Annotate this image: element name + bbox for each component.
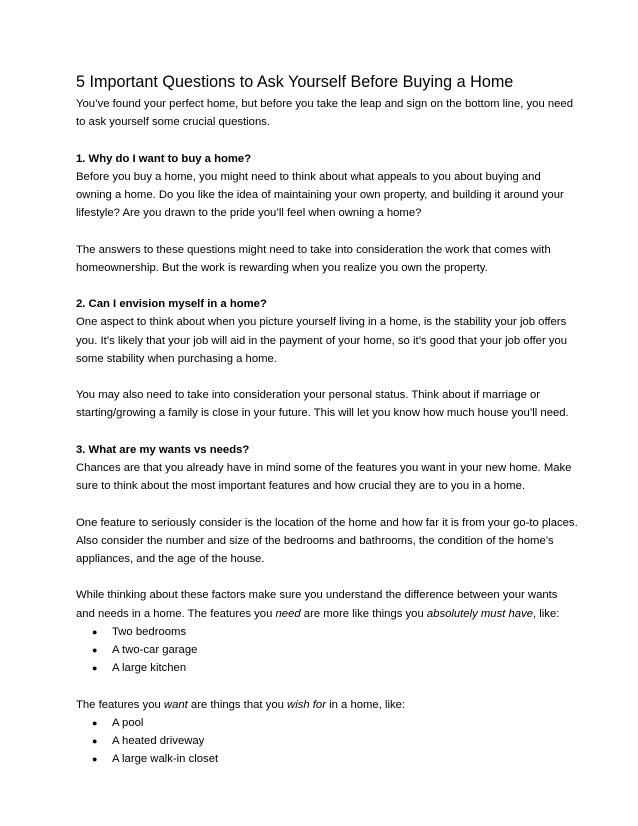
list-item: ● A heated driveway (76, 732, 578, 750)
list-item: ● A large kitchen (76, 659, 578, 677)
bullet-icon: ● (92, 644, 98, 655)
wants-list (76, 714, 578, 769)
bullet-icon: ● (92, 717, 98, 728)
intro-paragraph: You’ve found your perfect home, but before you take the leap and sign on the bottom line, you need to ask yourself some crucial questions. (76, 98, 573, 129)
list-item: ● Two bedrooms (76, 623, 578, 641)
list-item: ● A pool (76, 714, 578, 732)
question-3-paragraph-3: While thinking about these factors make sure you understand the difference between your wants and needs in a home. The features you need are more like things you absolutely must have, like: (76, 589, 560, 620)
needs-list (76, 623, 578, 678)
bullet-icon: ● (92, 663, 98, 674)
question-2-paragraph-2: You may also need to take into consideration your personal status. Think about if marriage or starting/growing a family is close in your future. This will let you know how much house you’ll need. (76, 389, 569, 420)
bullet-icon: ● (92, 754, 98, 765)
bullet-icon: ● (92, 626, 98, 637)
document-title: 5 Important Questions to Ask Yourself Before Buying a Home (76, 73, 514, 91)
question-2-paragraph-1: One aspect to think about when you picture yourself living in a home, is the stability your job offers you. It’s likely that your job will aid in the payment of your home, so it’s good that your job offer you some stability when purchasing a home. (76, 316, 568, 365)
question-3-paragraph-1: Chances are that you already have in mind some of the features you want in your new home. Make sure to think about the most important features and how crucial they are to you in a home. (76, 461, 572, 493)
question-3-paragraph-2: One feature to seriously consider is the location of the home and how far it is from your go-to places. Also consider the number and size of the bedrooms and bathrooms, the condition of the home’s appliances, and the age of the house. (76, 516, 578, 565)
question-1-paragraph-2: The answers to these questions might need to take into consideration the work that comes with homeownership. But the work is rewarding when you realize you own the property. (76, 243, 551, 274)
bullet-icon: ● (92, 735, 98, 746)
question-3-paragraph-4: The features you want are things that you wish for in a home, like: (76, 698, 406, 711)
list-item: ● A two-car garage (76, 641, 578, 659)
question-3-heading: 3. What are my wants vs needs? (76, 443, 250, 456)
list-item: ● A large walk-in closet (76, 750, 578, 768)
question-1-heading: 1. Why do I want to buy a home? (76, 152, 252, 165)
question-1-paragraph-1: Before you buy a home, you might need to think about what appeals to you about buying and owning a home. Do you like the idea of maintaining your own property, and building it around your lifestyle? Are you drawn to the pride you’ll feel when owning a home? (76, 170, 564, 220)
question-2-heading: 2. Can I envision myself in a home? (76, 298, 267, 311)
